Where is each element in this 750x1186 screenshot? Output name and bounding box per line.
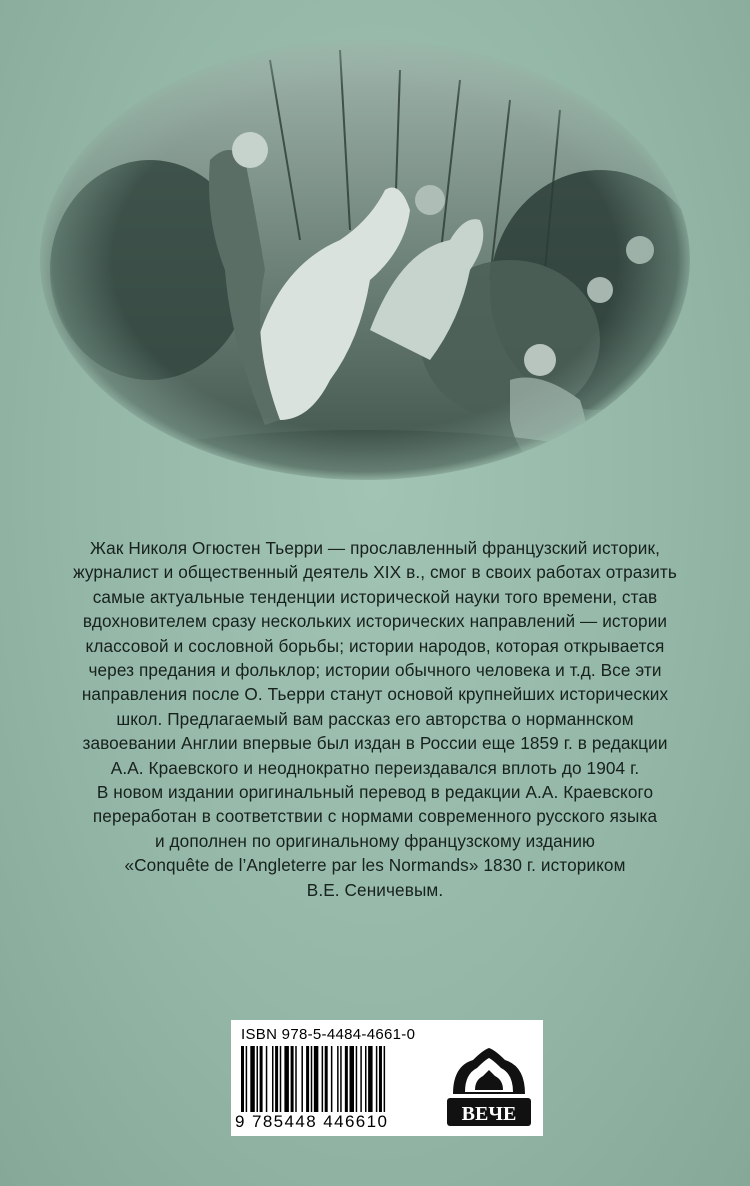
barcode-bar <box>246 1046 248 1112</box>
publisher-logo-text: ВЕЧЕ <box>461 1103 517 1125</box>
barcode-bar <box>291 1046 294 1112</box>
barcode-bar <box>295 1046 297 1112</box>
description-line: завоевании Англии впервые был издан в России еще 1859 г. в редакции <box>82 733 668 754</box>
barcode-bar <box>345 1046 348 1112</box>
barcode-bar <box>384 1046 386 1112</box>
barcode-bar <box>284 1046 289 1112</box>
barcode-bar <box>250 1046 255 1112</box>
barcode-bar <box>257 1046 259 1112</box>
description-line: Жак Николя Огюстен Тьерри — прославленный французский историк, <box>90 538 660 558</box>
description-line: В новом издании оригинальный перевод в редакции А.А. Краевского <box>96 782 654 803</box>
barcode-bar <box>306 1046 309 1112</box>
description-line: через предания и фольклор; истории обычного человека и т.д. Все эти <box>88 660 662 681</box>
barcode-bar <box>314 1046 319 1112</box>
description-line: классовой и сословной борьбы; истории народов, которая открывается <box>85 635 665 656</box>
barcode-bar <box>337 1046 339 1112</box>
book-description <box>60 536 690 902</box>
barcode-digits: 9 785448 446610 <box>235 1112 389 1131</box>
barcode-bar <box>266 1046 268 1112</box>
description-line: А.А. Краевского и неоднократно переиздавался вплоть до 1904 г. <box>110 757 640 778</box>
barcode-bar <box>365 1046 367 1112</box>
barcode-bar <box>311 1046 313 1112</box>
barcode-bar <box>241 1046 244 1112</box>
barcode-bar <box>301 1046 303 1112</box>
battle-engraving-image <box>40 40 690 480</box>
description-line: переработан в соответствии с нормами современного русского языка <box>92 806 658 827</box>
barcode-bar <box>325 1046 328 1112</box>
barcode-bar <box>275 1046 278 1112</box>
barcode-bar <box>350 1046 355 1112</box>
barcode-bars <box>241 1046 427 1112</box>
barcode-bar <box>322 1046 324 1112</box>
description-line: вдохновителем сразу нескольких исторических направлений — истории <box>82 611 668 632</box>
description-line: направления после О. Тьерри станут основой крупнейших исторических <box>81 684 669 705</box>
barcode-bar <box>260 1046 263 1112</box>
barcode-bar <box>379 1046 382 1112</box>
description-line: «Conquête de l’Angleterre par les Normands» 1830 г. историком <box>124 855 626 876</box>
barcode-bar <box>272 1046 274 1112</box>
description-line: журналист и общественный деятель XIX в., смог в своих работах отразить <box>73 562 677 583</box>
isbn-barcode-panel <box>231 1020 543 1136</box>
description-line: и дополнен по оригинальному французскому изданию <box>154 830 596 851</box>
barcode-bar <box>368 1046 373 1112</box>
cover-illustration <box>40 40 690 480</box>
barcode-bar <box>340 1046 342 1112</box>
description-line: самые актуальные тенденции исторической науки того времени, став <box>92 586 658 607</box>
description-line: В.Е. Сеничевым. <box>306 879 444 900</box>
barcode-bar <box>356 1046 358 1112</box>
isbn-label: ISBN 978-5-4484-4661-0 <box>241 1026 416 1043</box>
barcode-bar <box>376 1046 378 1112</box>
publisher-logo-icon <box>443 1046 535 1130</box>
barcode-bar <box>331 1046 333 1112</box>
barcode-bar <box>280 1046 282 1112</box>
barcode-bar <box>360 1046 362 1112</box>
description-line: школ. Предлагаемый вам рассказ его авторства о норманнском <box>116 708 634 729</box>
